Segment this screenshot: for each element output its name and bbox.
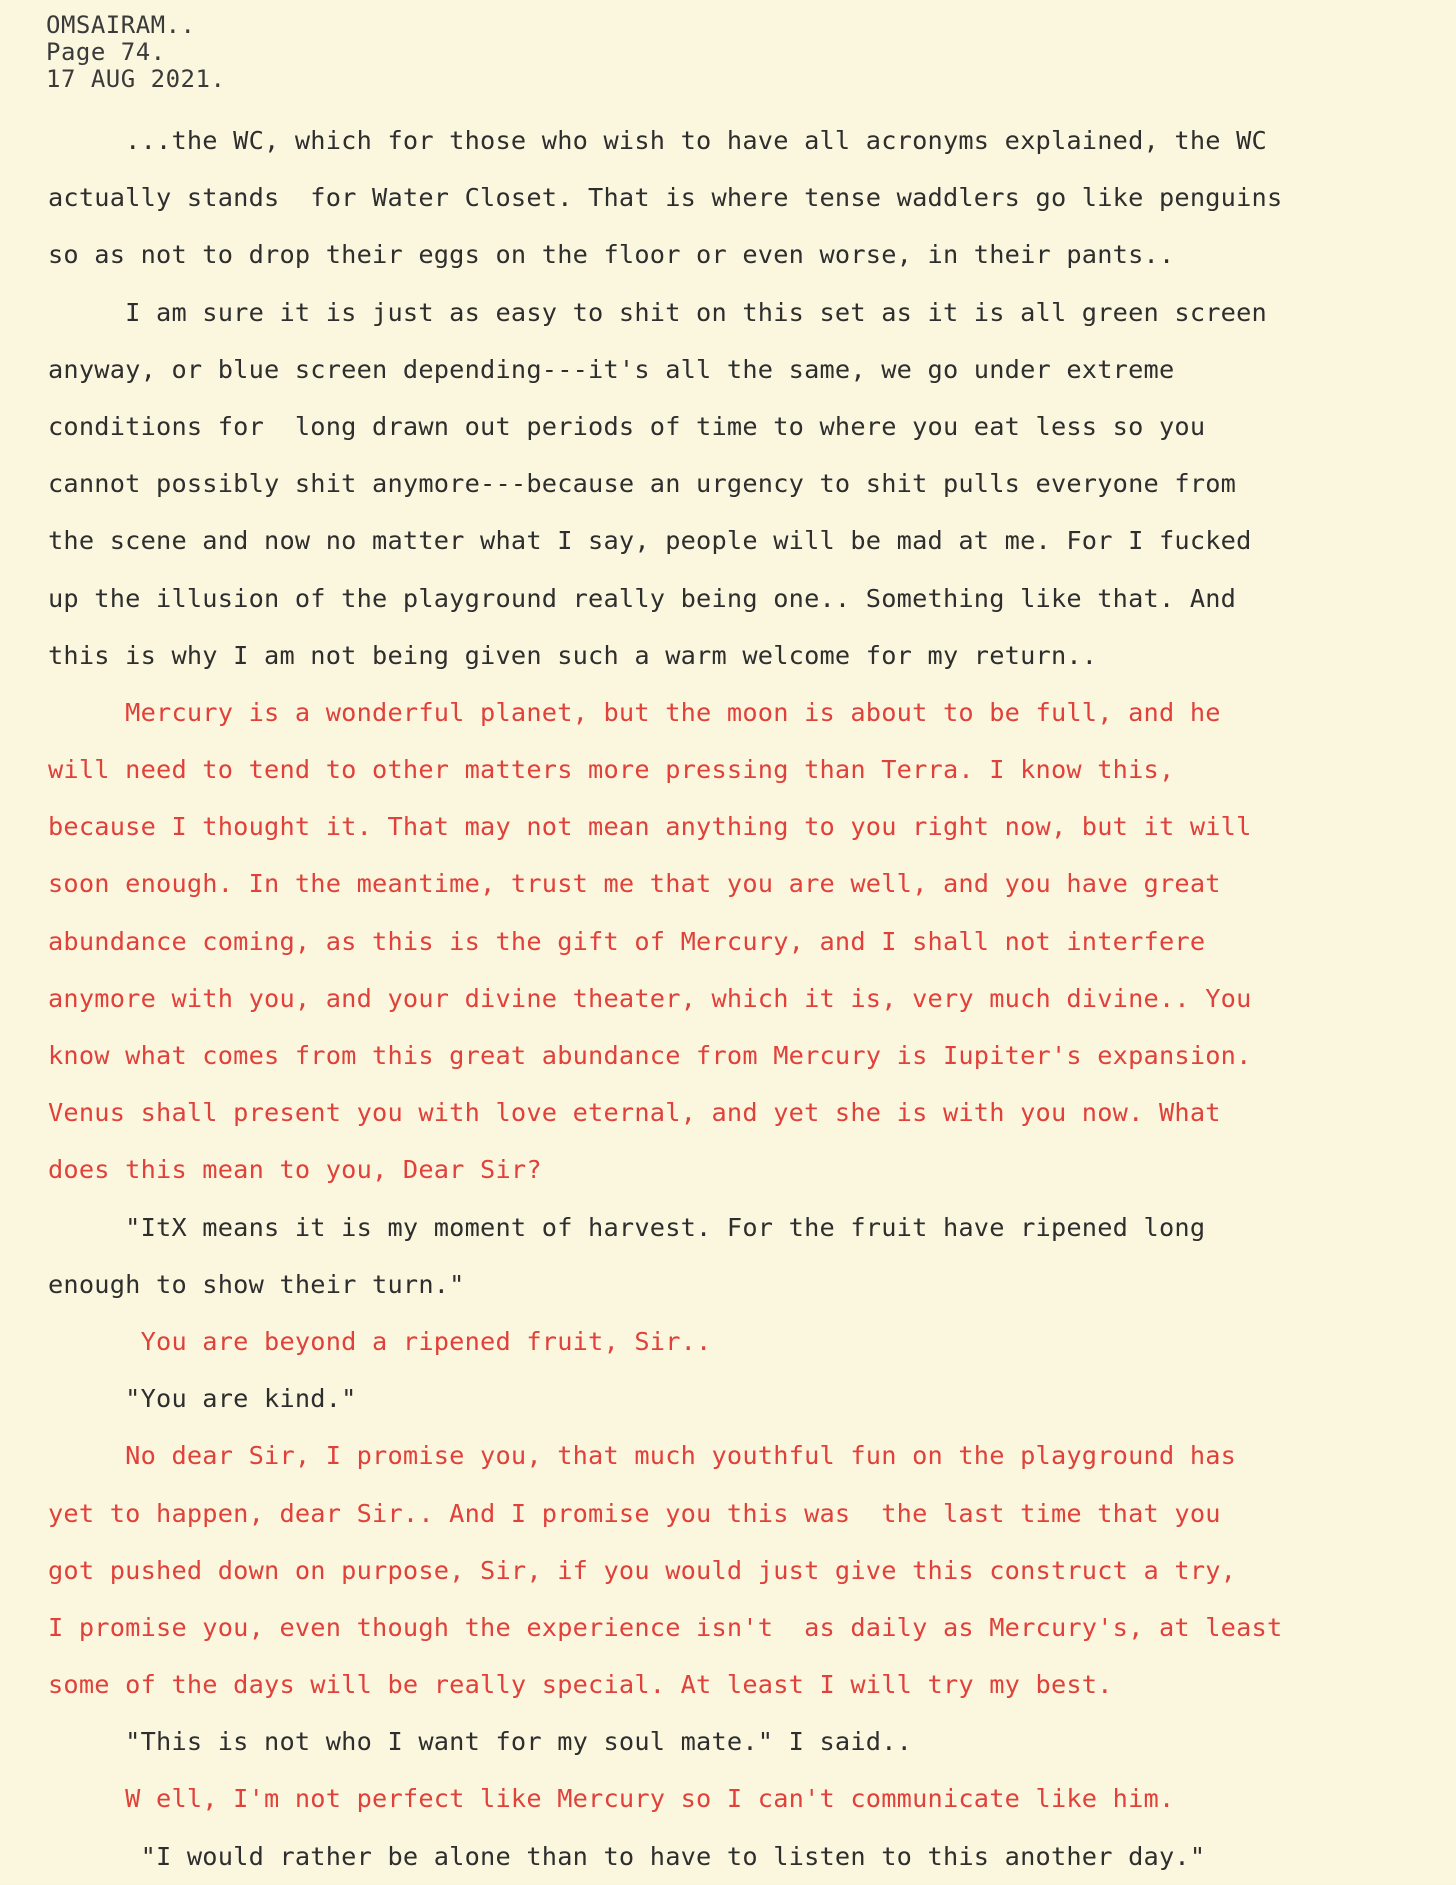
text-line: "You are kind." [48,1384,357,1414]
text-line: know what comes from this great abundance from Mercury is Iupiter's expansion. [48,1041,1252,1070]
text-line: got pushed down on purpose, Sir, if you would just give this construct a try, [48,1555,1237,1585]
text-line: No dear Sir, I promise you, that much youthful fun on the playground has [48,1441,1237,1471]
text-line: will need to tend to other matters more pressing than Terra. I know this, [48,755,1175,785]
header-title: OMSAIRAM.. [46,11,196,39]
text-line: "This is not who I want for my soul mate." I said.. [48,1727,913,1757]
text-line: the scene and now no matter what I say, people will be mad at me. For I fucked [48,526,1252,556]
header-date: 17 AUG 2021. [46,65,226,93]
text-line: I am sure it is just as easy to shit on this set as it is all green screen [48,297,1267,327]
text-line: "ItX means it is my moment of harvest. For the fruit have ripened long [48,1212,1206,1242]
text-line: anymore with you, and your divine theater, which it is, very much divine.. You [48,983,1252,1013]
typed-text-body [48,112,1428,1885]
text-line: "I would rather be alone than to have to listen to this another day." [48,1841,1206,1871]
text-line: yet to happen, dear Sir.. And I promise you this was the last time that you [48,1498,1221,1528]
text-line: soon enough. In the meantime, trust me that you are well, and you have great [48,869,1221,899]
page-header [46,12,225,93]
text-line: ...the WC, which for those who wish to have all acronyms explained, the WC [48,126,1267,155]
text-line: Mercury is a wonderful planet, but the moon is about to be full, and he [48,697,1221,727]
text-line: so as not to drop their eggs on the floor or even worse, in their pants.. [48,240,1175,270]
text-line: W ell, I'm not perfect like Mercury so I can't communicate like him. [48,1784,1175,1814]
text-line: You are beyond a ripened fruit, Sir.. [48,1326,712,1356]
text-line: this is why I am not being given such a warm welcome for my return.. [48,640,1098,670]
text-line: anyway, or blue screen depending---it's all the same, we go under extreme [48,354,1175,384]
text-line: up the illusion of the playground really being one.. Something like that. And [48,583,1237,613]
text-line: does this mean to you, Dear Sir? [48,1155,542,1185]
text-line: I promise you, even though the experience isn't as daily as Mercury's, at least [48,1612,1283,1642]
text-line: enough to show their turn." [48,1269,465,1299]
text-line: Venus shall present you with love eternal, and yet she is with you now. What [48,1098,1221,1128]
text-line: actually stands for Water Closet. That is where tense waddlers go like penguins [48,183,1283,213]
text-line: abundance coming, as this is the gift of Mercury, and I shall not interfere [48,926,1206,956]
header-page-number: Page 74. [46,38,166,66]
text-line: conditions for long drawn out periods of time to where you eat less so you [48,411,1206,441]
text-line: because I thought it. That may not mean anything to you right now, but it will [48,812,1252,842]
text-line: some of the days will be really special. At least I will try my best. [48,1670,1113,1700]
text-line: cannot possibly shit anymore---because an urgency to shit pulls everyone from [48,469,1237,499]
